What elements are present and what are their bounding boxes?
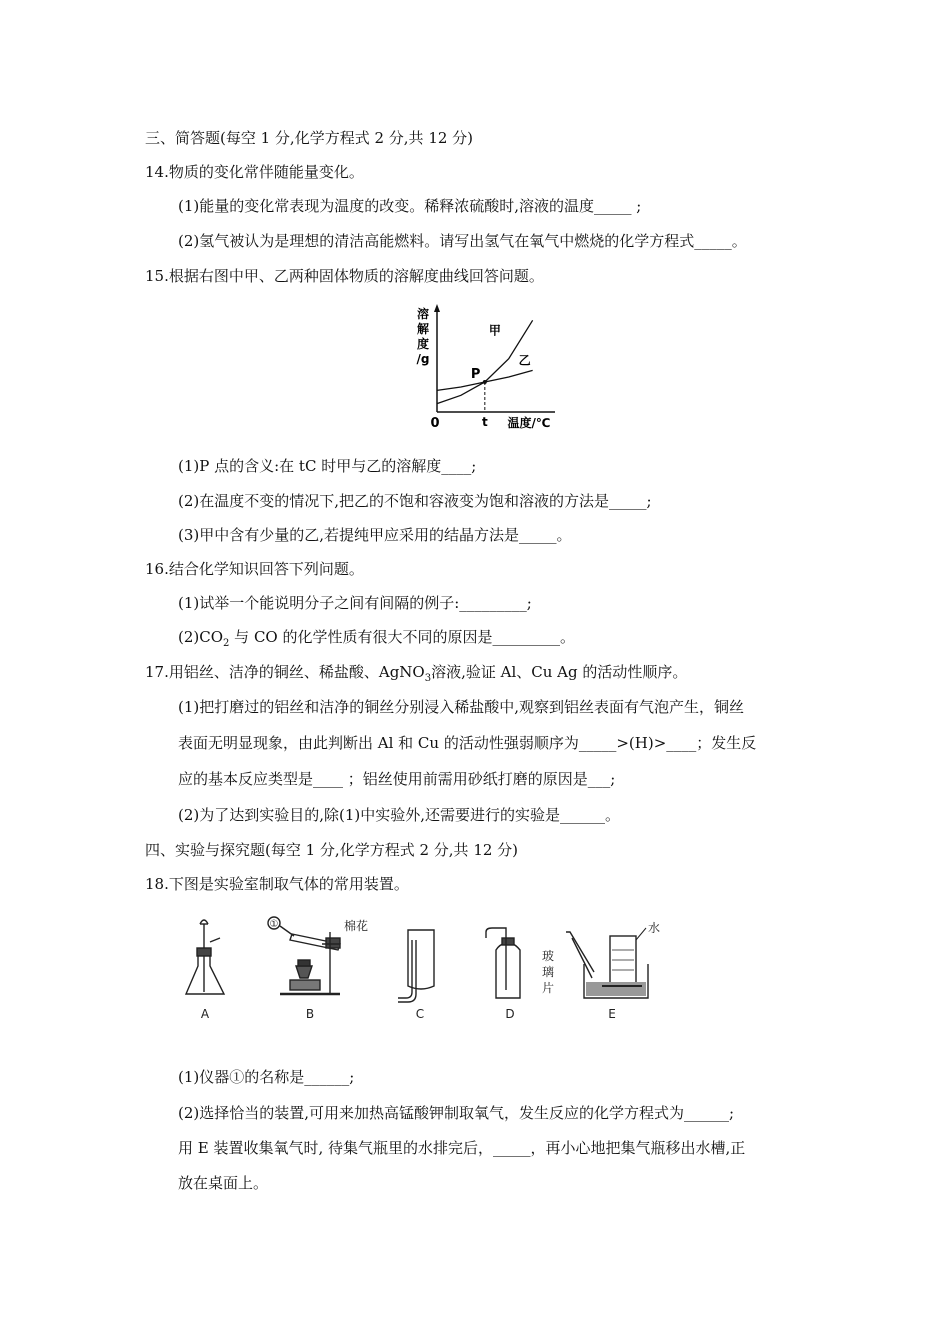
q17-stem	[145, 662, 687, 689]
section-4-title: 四、实验与探究题(每空 1 分,化学方程式 2 分,共 12 分)	[145, 841, 519, 859]
glass-label-3: 片	[541, 981, 555, 995]
point-p-label: P	[470, 367, 481, 382]
y-label-1: 溶	[416, 307, 430, 321]
glass-label-1: 玻	[541, 949, 555, 963]
apparatus-b-label: B	[305, 1007, 315, 1021]
series-yi-label: 乙	[518, 353, 531, 368]
q17-stem-sub: 3	[424, 673, 432, 684]
y-label-3: 度	[416, 337, 430, 351]
apparatus-e-label: E	[608, 1007, 616, 1021]
glass-label-2: 璃	[541, 965, 555, 979]
apparatus-a-label: A	[200, 1007, 210, 1021]
q16-part2	[178, 627, 575, 654]
origin-label: 0	[430, 416, 440, 431]
water-label: 水	[648, 921, 661, 935]
y-label-4: /g	[416, 352, 430, 366]
q18-part2-line3: 放在桌面上。	[178, 1174, 269, 1192]
q14-part1: (1)能量的变化常表现为温度的改变。稀释浓硫酸时,溶液的温度_____ ;	[178, 197, 642, 215]
q17-part1-line1: (1)把打磨过的铝丝和洁净的铜丝分别浸入稀盐酸中,观察到铝丝表面有气泡产生，铜丝	[178, 698, 745, 716]
q16-part2-b: 与 CO 的化学性质有很大不同的原因是_________。	[229, 628, 575, 646]
solubility-chart	[405, 300, 565, 435]
y-label-2: 解	[416, 322, 430, 336]
apparatus-a	[186, 920, 224, 1021]
cotton-label: 棉花	[344, 919, 369, 933]
q16-part2-a: (2)CO	[178, 628, 224, 646]
section-3-title: 三、简答题(每空 1 分,化学方程式 2 分,共 12 分)	[145, 129, 474, 147]
q15-stem: 15.根据右图中甲、乙两种固体物质的溶解度曲线回答问题。	[145, 267, 544, 285]
x-axis-label: 温度/℃	[507, 416, 551, 430]
q18-part1: (1)仪器①的名称是______;	[178, 1068, 355, 1086]
q17-part2: (2)为了达到实验目的,除(1)中实验外,还需要进行的实验是______。	[178, 806, 621, 824]
q16-part2-sub: 2	[223, 638, 230, 649]
mark-1-label: ①	[269, 919, 279, 930]
apparatus-figure	[180, 910, 670, 1030]
axes	[434, 304, 555, 412]
q18-stem: 18.下图是实验室制取气体的常用装置。	[145, 875, 409, 893]
q17-part1-line3: 应的基本反应类型是____ ；铝丝使用前需用砂纸打磨的原因是___;	[178, 770, 616, 788]
q15-part1: (1)P 点的含义:在 tC 时甲与乙的溶解度____;	[178, 457, 477, 475]
apparatus-d-label: D	[505, 1007, 515, 1021]
apparatus-e	[542, 920, 660, 1021]
q15-part3: (3)甲中含有少量的乙,若提纯甲应采用的结晶方法是_____。	[178, 526, 572, 544]
x-tick-label: t	[481, 415, 488, 429]
q18-part2-line2: 用 E 装置收集氧气时, 待集气瓶里的水排完后，_____，再小心地把集气瓶移出水槽,正	[178, 1139, 746, 1157]
q18-part2-line1: (2)选择恰当的装置,可用来加热高锰酸钾制取氧气，发生反应的化学方程式为______;	[178, 1104, 735, 1122]
q16-stem: 16.结合化学知识回答下列问题。	[145, 560, 364, 578]
apparatus-c	[398, 930, 434, 1021]
q14-stem: 14.物质的变化常伴随能量变化。	[145, 163, 364, 181]
q17-part1-line2: 表面无明显现象，由此判断出 Al 和 Cu 的活动性强弱顺序为_____>(H)>____；发生反	[178, 734, 757, 752]
apparatus-b	[268, 917, 368, 1021]
q15-part2: (2)在温度不变的情况下,把乙的不饱和容液变为饱和溶液的方法是_____;	[178, 492, 652, 510]
apparatus-c-label: C	[415, 1007, 425, 1021]
series-jia-label: 甲	[488, 323, 501, 338]
q17-stem-a: 17.用铝丝、洁净的铜丝、稀盐酸、AgNO	[145, 663, 425, 681]
q14-part2: (2)氢气被认为是理想的清洁高能燃料。请写出氢气在氧气中燃烧的化学方程式_____。	[178, 232, 747, 250]
intersection-point	[483, 380, 487, 384]
apparatus-d	[486, 928, 520, 1021]
q16-part1: (1)试举一个能说明分子之间有间隔的例子:_________;	[178, 594, 532, 612]
q17-stem-b: 溶液,验证 Al、Cu Ag 的活动性顺序。	[431, 663, 688, 681]
